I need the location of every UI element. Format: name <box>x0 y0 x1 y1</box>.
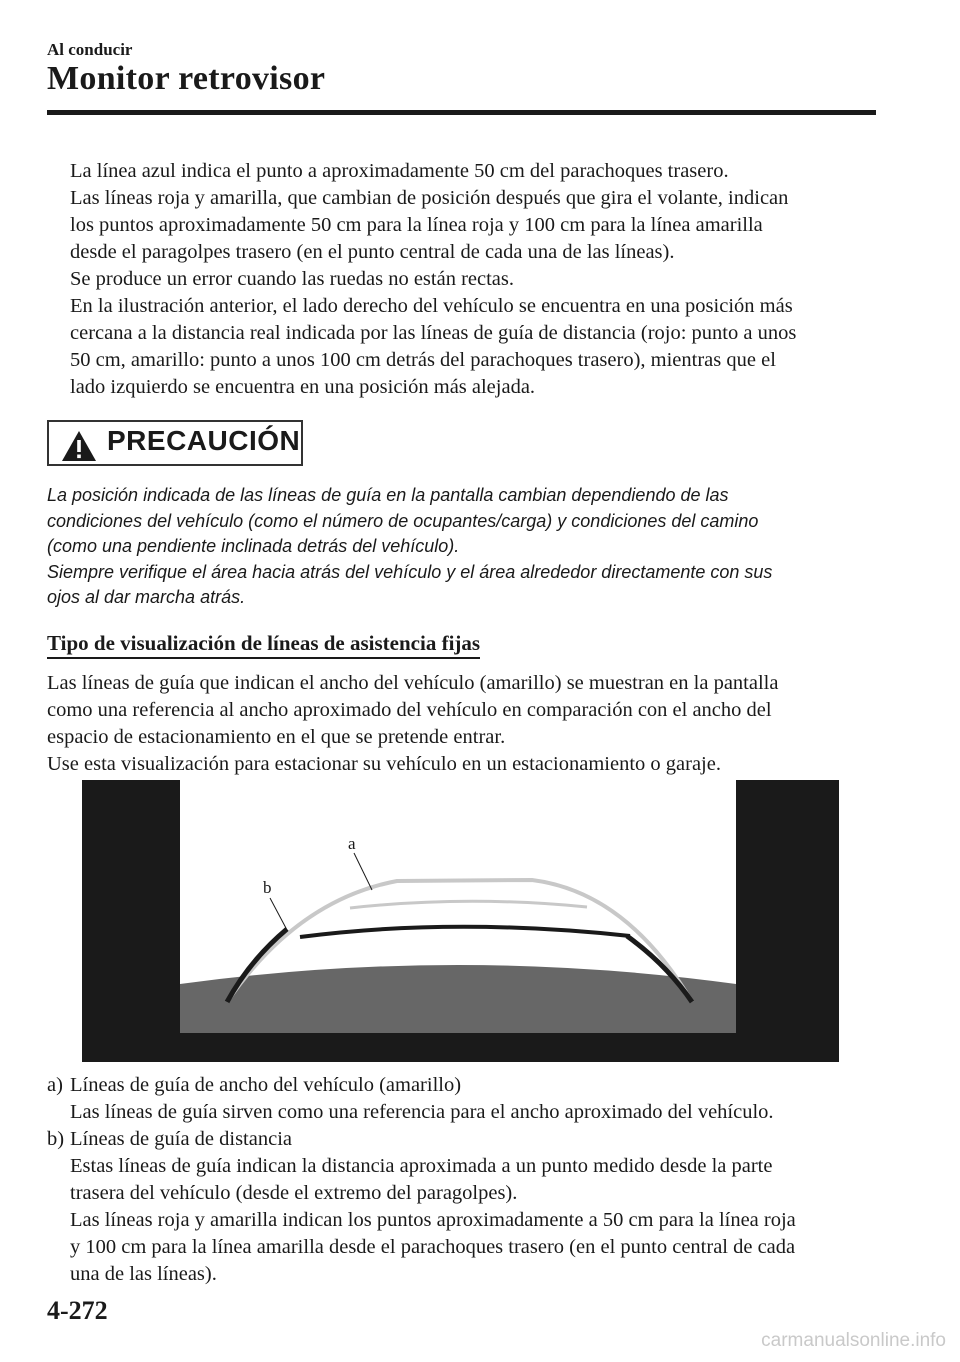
text-line: los puntos aproximadamente 50 cm para la línea roja y 100 cm para la línea amarilla <box>70 214 763 236</box>
intro-paragraph <box>70 158 870 401</box>
legend-line: y 100 cm para la línea amarilla desde el parachoques trasero (en el punto central de cada <box>70 1236 796 1258</box>
legend-line: Estas líneas de guía indican la distancia aproximada a un punto medido desde la parte <box>70 1155 773 1177</box>
text-line: Las líneas roja y amarilla, que cambian de posición después que gira el volante, indican <box>70 187 789 209</box>
text-line: En la ilustración anterior, el lado derecho del vehículo se encuentra en una posición más <box>70 295 793 317</box>
subsection-paragraph <box>47 670 877 778</box>
caution-line: ojos al dar marcha atrás. <box>47 587 246 607</box>
legend-key: a) <box>47 1074 63 1096</box>
text-line: lado izquierdo se encuentra en una posición más alejada. <box>70 376 536 398</box>
legend-line: Las líneas roja y amarilla indican los puntos aproximadamente a 50 cm para la línea roja <box>70 1209 796 1231</box>
legend-line: Líneas de guía de ancho del vehículo (amarillo) <box>70 1074 462 1096</box>
caution-line: condiciones del vehículo (como el número de ocupantes/carga) y condiciones del camino <box>47 510 759 531</box>
subsection-heading: Tipo de visualización de líneas de asistencia fijas <box>47 631 480 659</box>
legend-line: Las líneas de guía sirven como una referencia para el ancho aproximado del vehículo. <box>70 1101 774 1123</box>
text-line: cercana a la distancia real indicada por las líneas de guía de distancia (rojo: punto a unos <box>70 322 797 344</box>
legend-item-b <box>47 1126 877 1288</box>
warning-triangle-icon <box>61 430 97 462</box>
text-line: como una referencia al ancho aproximado del vehículo en comparación con el ancho del <box>47 699 772 721</box>
diagram-legend <box>47 1072 877 1288</box>
callout-label-a: a <box>348 834 356 853</box>
page-number: 4-272 <box>47 1296 108 1325</box>
caution-line: (como una pendiente inclinada detrás del vehículo). <box>47 536 460 556</box>
legend-line: trasera del vehículo (desde el extremo del paragolpes). <box>70 1182 518 1204</box>
rear-view-monitor-illustration <box>82 780 839 1062</box>
text-line: desde el paragolpes trasero (en el punto central de cada una de las líneas). <box>70 241 675 263</box>
legend-line: una de las líneas). <box>70 1263 217 1285</box>
caution-line: Siempre verifique el área hacia atrás del vehículo y el área alrededor directamente con sus <box>47 561 773 582</box>
page-title: Monitor retrovisor <box>47 60 326 97</box>
text-line: Se produce un error cuando las ruedas no están rectas. <box>70 268 514 290</box>
legend-line: Líneas de guía de distancia <box>70 1128 292 1150</box>
caution-box <box>47 420 303 466</box>
legend-key: b) <box>47 1128 65 1150</box>
legend-item-a <box>47 1072 877 1126</box>
caution-text <box>47 483 877 611</box>
text-line: 50 cm, amarillo: punto a unos 100 cm detrás del parachoques trasero), mientras que el <box>70 349 776 371</box>
title-rule <box>47 110 876 115</box>
watermark: carmanualsonline.info <box>761 1330 946 1351</box>
text-line: Las líneas de guía que indican el ancho del vehículo (amarillo) se muestran en la pantalla <box>47 672 779 694</box>
caution-line: La posición indicada de las líneas de guía en la pantalla cambian dependiendo de las <box>47 485 729 505</box>
rear-bumper <box>180 965 736 1033</box>
callout-label-b: b <box>263 878 272 897</box>
text-line: espacio de estacionamiento en el que se pretende entrar. <box>47 726 506 748</box>
caution-label: PRECAUCIÓN <box>107 425 301 456</box>
text-line: Use esta visualización para estacionar su vehículo en un estacionamiento o garaje. <box>47 753 721 775</box>
text-line: La línea azul indica el punto a aproximadamente 50 cm del parachoques trasero. <box>70 160 729 182</box>
section-label: Al conducir <box>47 40 133 59</box>
